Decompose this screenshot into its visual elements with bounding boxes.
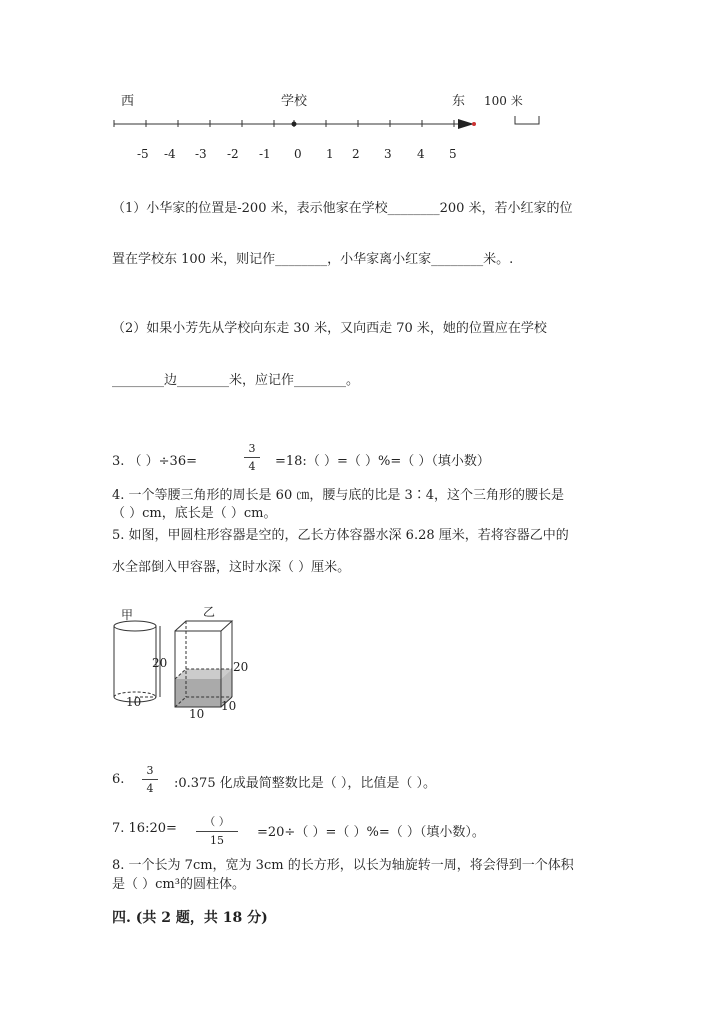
school-label: 学校 (281, 94, 308, 109)
q7-fraction (196, 813, 238, 847)
q8-line2: 是（ ）cm³的圆柱体。 (112, 877, 245, 892)
tick-label: 1 (326, 147, 334, 161)
tick-label: -5 (137, 147, 149, 161)
scale-bracket (515, 116, 539, 124)
q7-denominator: 15 (210, 834, 224, 847)
fraction-bar (244, 457, 260, 458)
section-heading: 四. (共 2 题，共 18 分) (112, 910, 268, 926)
part1-line2: 置在学校东 100 米，则记作________，小华家离小红家________米。. (112, 252, 514, 267)
q6-fraction (142, 764, 158, 795)
box-depth-label: 10 (221, 699, 237, 713)
yi-label: 乙 (203, 605, 216, 619)
q8-line1: 8. 一个长为 7cm，宽为 3cm 的长方形，以长为轴旋转一周，将会得到一个体积 (112, 858, 574, 873)
arrow-head (458, 119, 474, 129)
q6-denominator: 4 (146, 782, 154, 795)
q6-numerator: 3 (146, 764, 154, 777)
box-height-label: 20 (233, 660, 249, 674)
tick-label: -4 (164, 147, 176, 161)
arrow-end-dot (472, 122, 476, 126)
tick-label: 5 (449, 147, 457, 161)
q3-numerator: 3 (248, 442, 256, 455)
q3-pre: 3. （ ）÷36= (112, 454, 197, 469)
q4-line1: 4. 一个等腰三角形的周长是 60 ㎝，腰与底的比是 3∶4，这个三角形的腰长是 (112, 488, 565, 503)
box-figure (175, 621, 232, 707)
tick-label: -1 (259, 147, 271, 161)
tick-label: 0 (294, 147, 302, 161)
q7-numerator: （ ） (204, 815, 230, 828)
q6-pre: 6. (112, 772, 125, 787)
q5-line2: 水全部倒入甲容器，这时水深（ ）厘米。 (112, 560, 351, 575)
q3-denominator: 4 (248, 460, 256, 473)
q4-line2: （ ）cm，底长是（ ）cm。 (112, 506, 277, 521)
tick-label: 4 (417, 147, 425, 161)
box-width-label: 10 (189, 707, 205, 721)
jia-label: 甲 (121, 608, 134, 622)
tick-label: -3 (195, 147, 207, 161)
scale-label: 100 米 (484, 94, 523, 108)
part1-line1: （1）小华家的位置是-200 米，表示他家在学校________200 米，若小红家的位 (112, 201, 573, 216)
tick-label: 2 (352, 147, 360, 161)
part2-line2: ________边________米，应记作________。 (112, 373, 360, 388)
cylinder-diameter-label: 10 (126, 695, 142, 709)
cylinder-height-label: 20 (152, 656, 168, 670)
q3-post: =18:（ ）=（ ）%=（ ）（填小数） (275, 454, 490, 469)
q7-post: =20÷（ ）=（ ）%=（ ）（填小数）。 (257, 825, 485, 840)
tick-label: -2 (227, 147, 239, 161)
tick-label: 3 (384, 147, 392, 161)
q7-pre: 7. 16:20= (112, 821, 177, 836)
q5-line1: 5. 如图，甲圆柱形容器是空的，乙长方体容器水深 6.28 厘米，若将容器乙中的 (112, 528, 569, 543)
fraction-bar (196, 831, 238, 832)
fraction-bar (142, 779, 158, 780)
q3-fraction (244, 442, 260, 473)
west-label: 西 (121, 94, 135, 109)
school-point (292, 122, 297, 127)
q6-post: :0.375 化成最简整数比是（ ），比值是（ ）。 (174, 776, 436, 791)
east-label: 东 (452, 94, 466, 109)
part2-line1: （2）如果小芳先从学校向东走 30 米，又向西走 70 米，她的位置应在学校 (112, 321, 547, 336)
